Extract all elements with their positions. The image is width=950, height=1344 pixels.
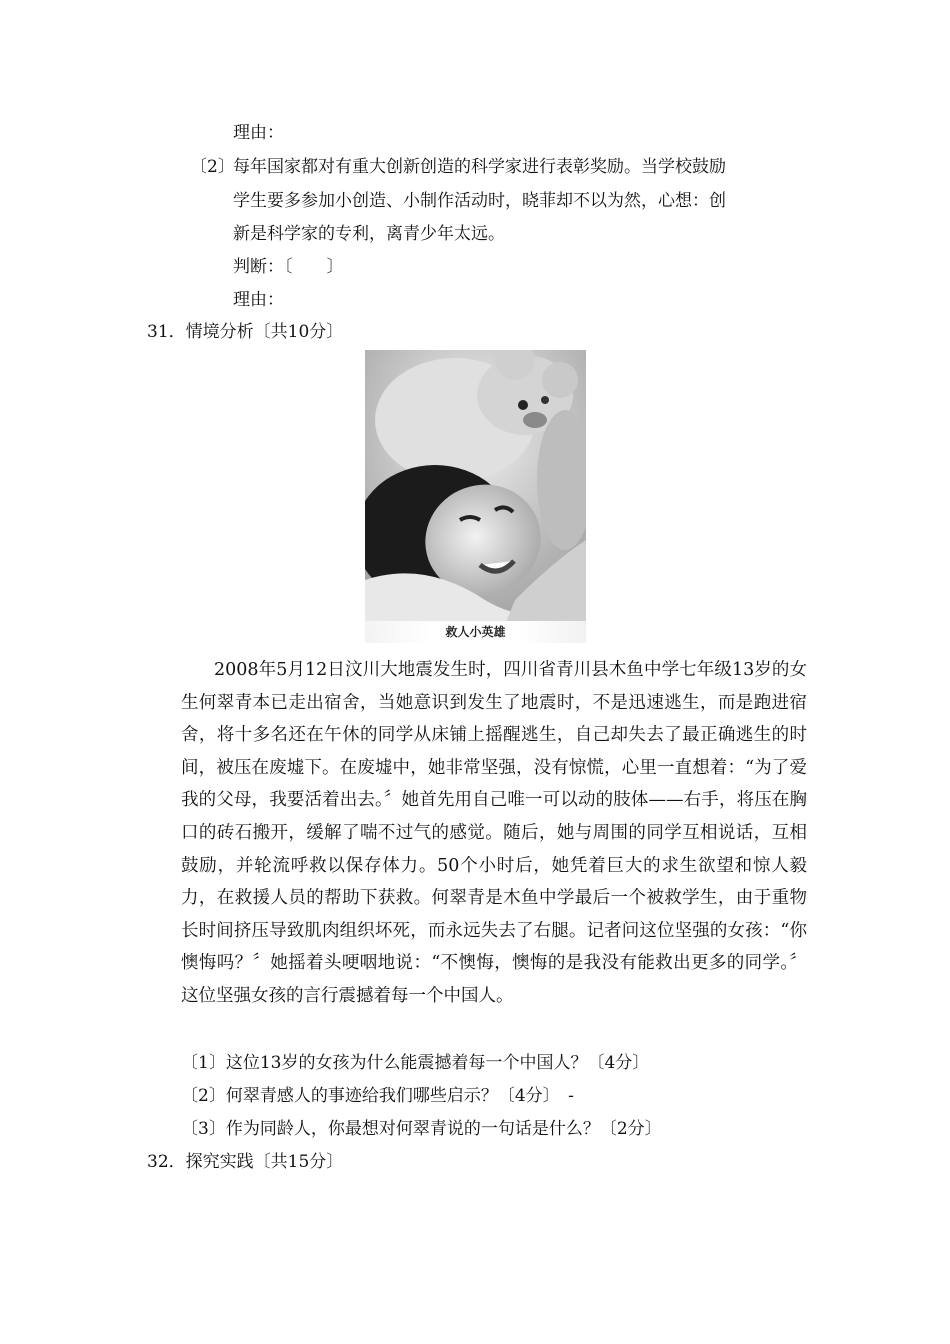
item-number: 〔2〕 (190, 157, 235, 177)
sub-question: 〔2〕何翠青感人的事迹给我们哪些启示？〔4分〕 - (181, 1086, 574, 1106)
judge-label: 判断：〔 〕 (233, 257, 344, 277)
sub-question: 〔1〕这位13岁的女孩为什么能震撼着每一个中国人？〔4分〕 (181, 1053, 650, 1073)
story-paragraph: 2008年5月12日汶川大地震发生时，四川省青川县木鱼中学七年级13岁的女生何翠青本已走出宿舍，当她意识到发生了地震时，不是迅速逃生，而是跑进宿舍，将十多名还在午休的同学从床铺上摇醒逃生，自己却失去了最正确逃生的时间，被压在废墟下。在废墟中，她非常坚强，没有惊慌，心里一直想着：“为了爱我的父母，我要活着出去。〞她首先用自己唯一可以动的肢体——右手，将压在胸口的砖石搬开，缓解了喘不过气的感觉。随后，她与周围的同学互相说话，互相鼓励，并轮流呼救以保存体力。50个小时后，她凭着巨大的求生欲望和惊人毅力，在救援人员的帮助下获救。何翠青是木鱼中学最后一个被救学生，由于重物长时间挤压导致肌肉组织坏死，而永远失去了右腿。记者问这位坚强的女孩：“你懊悔吗？〞她摇着头哽咽地说：“不懊悔，懊悔的是我没有能救出更多的同学。〞这位坚强女孩的言行震撼着每一个中国人。 (181, 660, 807, 1006)
reason-label: 理由： (233, 290, 284, 310)
item-text-line: 学生要多参加小创造、小制作活动时，晓菲却不以为然，心想：创 (233, 191, 726, 211)
question-heading: 31．情境分析〔共10分〕 (147, 322, 344, 342)
photo-caption: 救人小英雄 (365, 621, 586, 643)
item-text-line: 新是科学家的专利，离青少年太远。 (233, 224, 505, 244)
photo-illustration (365, 350, 586, 622)
item-text-line: 每年国家都对有重大创新创造的科学家进行表彰奖励。当学校鼓励 (233, 157, 726, 177)
question-heading: 32．探究实践〔共15分〕 (147, 1152, 344, 1172)
reason-label: 理由： (233, 123, 284, 143)
hero-girl-photo (365, 350, 586, 622)
sub-question: 〔3〕作为同龄人，你最想对何翠青说的一句话是什么？〔2分〕 (181, 1119, 662, 1139)
